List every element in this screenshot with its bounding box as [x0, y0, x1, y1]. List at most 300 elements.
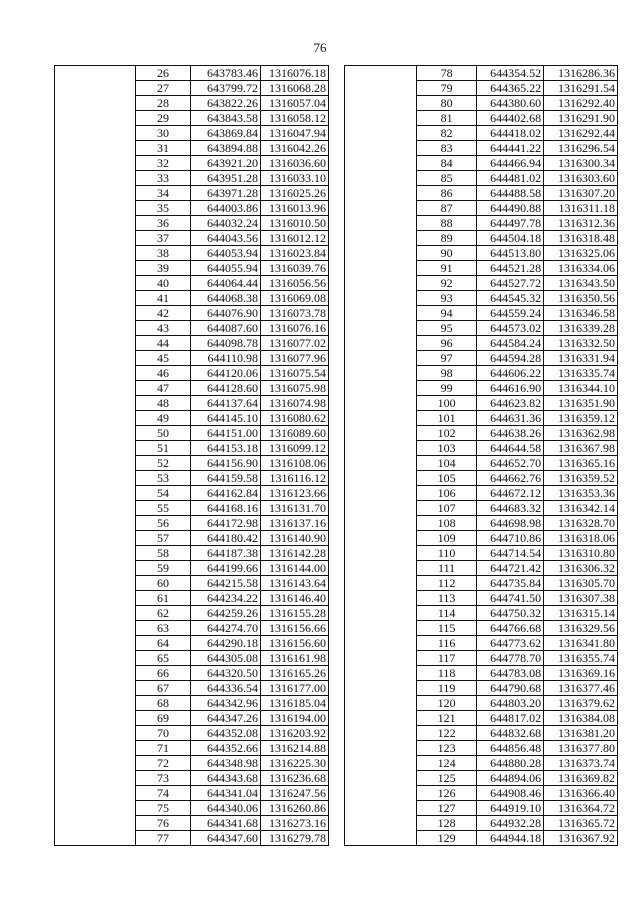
point-number-cell: 73: [136, 771, 191, 786]
x-coordinate-cell: 644151.00: [191, 426, 261, 441]
y-coordinate-cell: 1316365.72: [544, 816, 618, 831]
x-coordinate-cell: 644790.68: [477, 681, 544, 696]
y-coordinate-cell: 1316346.58: [544, 306, 618, 321]
y-coordinate-cell: 1316291.90: [544, 111, 618, 126]
x-coordinate-cell: 644521.28: [477, 261, 544, 276]
point-number-cell: 127: [416, 801, 477, 816]
y-coordinate-cell: 1316310.80: [544, 546, 618, 561]
y-coordinate-cell: 1316077.96: [261, 351, 329, 366]
y-coordinate-cell: 1316080.62: [261, 411, 329, 426]
x-coordinate-cell: 644573.02: [477, 321, 544, 336]
x-coordinate-cell: 644354.52: [477, 66, 544, 81]
point-number-cell: 80: [416, 96, 477, 111]
x-coordinate-cell: 644348.98: [191, 756, 261, 771]
x-coordinate-cell: 644418.02: [477, 126, 544, 141]
x-coordinate-cell: 644616.90: [477, 381, 544, 396]
x-coordinate-cell: 644110.98: [191, 351, 261, 366]
point-number-cell: 55: [136, 501, 191, 516]
point-number-cell: 112: [416, 576, 477, 591]
x-coordinate-cell: 644259.26: [191, 606, 261, 621]
x-coordinate-cell: 644003.86: [191, 201, 261, 216]
y-coordinate-cell: 1316099.12: [261, 441, 329, 456]
x-coordinate-cell: 644944.18: [477, 831, 544, 846]
point-number-cell: 54: [136, 486, 191, 501]
y-coordinate-cell: 1316359.52: [544, 471, 618, 486]
y-coordinate-cell: 1316042.26: [261, 141, 329, 156]
point-number-cell: 107: [416, 501, 477, 516]
x-coordinate-cell: 644352.66: [191, 741, 261, 756]
y-coordinate-cell: 1316373.74: [544, 756, 618, 771]
x-coordinate-cell: 644832.68: [477, 726, 544, 741]
x-coordinate-cell: 644053.94: [191, 246, 261, 261]
x-coordinate-cell: 644662.76: [477, 471, 544, 486]
y-coordinate-cell: 1316057.04: [261, 96, 329, 111]
y-coordinate-cell: 1316328.70: [544, 516, 618, 531]
y-coordinate-cell: 1316342.14: [544, 501, 618, 516]
x-coordinate-cell: 644352.08: [191, 726, 261, 741]
y-coordinate-cell: 1316351.90: [544, 396, 618, 411]
x-coordinate-cell: 644466.94: [477, 156, 544, 171]
y-coordinate-cell: 1316131.70: [261, 501, 329, 516]
point-number-cell: 76: [136, 816, 191, 831]
x-coordinate-cell: 644199.66: [191, 561, 261, 576]
point-number-cell: 102: [416, 426, 477, 441]
point-number-cell: 125: [416, 771, 477, 786]
point-number-cell: 46: [136, 366, 191, 381]
table-row: [345, 66, 618, 81]
point-number-cell: 39: [136, 261, 191, 276]
x-coordinate-cell: 644341.04: [191, 786, 261, 801]
point-number-cell: 35: [136, 201, 191, 216]
y-coordinate-cell: 1316033.10: [261, 171, 329, 186]
y-coordinate-cell: 1316343.50: [544, 276, 618, 291]
x-coordinate-cell: 644342.96: [191, 696, 261, 711]
y-coordinate-cell: 1316076.16: [261, 321, 329, 336]
point-number-cell: 121: [416, 711, 477, 726]
x-coordinate-cell: 644137.64: [191, 396, 261, 411]
x-coordinate-cell: 644145.10: [191, 411, 261, 426]
y-coordinate-cell: 1316194.00: [261, 711, 329, 726]
y-coordinate-cell: 1316292.44: [544, 126, 618, 141]
y-coordinate-cell: 1316369.82: [544, 771, 618, 786]
point-number-cell: 118: [416, 666, 477, 681]
x-coordinate-cell: 644032.24: [191, 216, 261, 231]
y-coordinate-cell: 1316331.94: [544, 351, 618, 366]
x-coordinate-cell: 644623.82: [477, 396, 544, 411]
y-coordinate-cell: 1316156.66: [261, 621, 329, 636]
point-number-cell: 50: [136, 426, 191, 441]
x-coordinate-cell: 644932.28: [477, 816, 544, 831]
point-number-cell: 85: [416, 171, 477, 186]
point-number-cell: 66: [136, 666, 191, 681]
point-number-cell: 69: [136, 711, 191, 726]
y-coordinate-cell: 1316307.38: [544, 591, 618, 606]
point-number-cell: 93: [416, 291, 477, 306]
x-coordinate-cell: 644894.06: [477, 771, 544, 786]
x-coordinate-cell: 643822.26: [191, 96, 261, 111]
x-coordinate-cell: 644735.84: [477, 576, 544, 591]
point-number-cell: 116: [416, 636, 477, 651]
point-number-cell: 63: [136, 621, 191, 636]
y-coordinate-cell: 1316137.16: [261, 516, 329, 531]
x-coordinate-cell: 644513.80: [477, 246, 544, 261]
x-coordinate-cell: 644336.54: [191, 681, 261, 696]
x-coordinate-cell: 644919.10: [477, 801, 544, 816]
y-coordinate-cell: 1316344.10: [544, 381, 618, 396]
x-coordinate-cell: 644908.46: [477, 786, 544, 801]
point-number-cell: 60: [136, 576, 191, 591]
y-coordinate-cell: 1316058.12: [261, 111, 329, 126]
point-number-cell: 51: [136, 441, 191, 456]
point-number-cell: 61: [136, 591, 191, 606]
x-coordinate-cell: 644340.06: [191, 801, 261, 816]
y-coordinate-cell: 1316367.92: [544, 831, 618, 846]
point-number-cell: 32: [136, 156, 191, 171]
x-coordinate-cell: 644180.42: [191, 531, 261, 546]
point-number-cell: 103: [416, 441, 477, 456]
x-coordinate-cell: 644098.78: [191, 336, 261, 351]
point-number-cell: 106: [416, 486, 477, 501]
table-row: [55, 66, 329, 81]
point-number-cell: 67: [136, 681, 191, 696]
point-number-cell: 90: [416, 246, 477, 261]
x-coordinate-cell: 644606.22: [477, 366, 544, 381]
y-coordinate-cell: 1316296.54: [544, 141, 618, 156]
point-number-cell: 31: [136, 141, 191, 156]
x-coordinate-cell: 644365.22: [477, 81, 544, 96]
coordinates-table-right: [344, 65, 618, 846]
x-coordinate-cell: 644817.02: [477, 711, 544, 726]
point-number-cell: 45: [136, 351, 191, 366]
point-number-cell: 111: [416, 561, 477, 576]
y-coordinate-cell: 1316165.26: [261, 666, 329, 681]
y-coordinate-cell: 1316355.74: [544, 651, 618, 666]
y-coordinate-cell: 1316047.94: [261, 126, 329, 141]
x-coordinate-cell: 644162.84: [191, 486, 261, 501]
point-number-cell: 115: [416, 621, 477, 636]
y-coordinate-cell: 1316350.56: [544, 291, 618, 306]
x-coordinate-cell: 644215.58: [191, 576, 261, 591]
x-coordinate-cell: 644153.18: [191, 441, 261, 456]
x-coordinate-cell: 644559.24: [477, 306, 544, 321]
point-number-cell: 68: [136, 696, 191, 711]
y-coordinate-cell: 1316156.60: [261, 636, 329, 651]
x-coordinate-cell: 644481.02: [477, 171, 544, 186]
point-number-cell: 123: [416, 741, 477, 756]
y-coordinate-cell: 1316075.54: [261, 366, 329, 381]
x-coordinate-cell: 644638.26: [477, 426, 544, 441]
point-number-cell: 38: [136, 246, 191, 261]
y-coordinate-cell: 1316075.98: [261, 381, 329, 396]
x-coordinate-cell: 644778.70: [477, 651, 544, 666]
y-coordinate-cell: 1316077.02: [261, 336, 329, 351]
point-number-cell: 47: [136, 381, 191, 396]
point-number-cell: 64: [136, 636, 191, 651]
point-number-cell: 28: [136, 96, 191, 111]
y-coordinate-cell: 1316366.40: [544, 786, 618, 801]
y-coordinate-cell: 1316384.08: [544, 711, 618, 726]
x-coordinate-cell: 644055.94: [191, 261, 261, 276]
x-coordinate-cell: 644672.12: [477, 486, 544, 501]
x-coordinate-cell: 644594.28: [477, 351, 544, 366]
point-number-cell: 62: [136, 606, 191, 621]
y-coordinate-cell: 1316286.36: [544, 66, 618, 81]
y-coordinate-cell: 1316074.98: [261, 396, 329, 411]
point-number-cell: 99: [416, 381, 477, 396]
y-coordinate-cell: 1316325.06: [544, 246, 618, 261]
x-coordinate-cell: 644320.50: [191, 666, 261, 681]
y-coordinate-cell: 1316155.28: [261, 606, 329, 621]
x-coordinate-cell: 644683.32: [477, 501, 544, 516]
point-number-cell: 95: [416, 321, 477, 336]
x-coordinate-cell: 643799.72: [191, 81, 261, 96]
y-coordinate-cell: 1316236.68: [261, 771, 329, 786]
point-number-cell: 74: [136, 786, 191, 801]
point-number-cell: 37: [136, 231, 191, 246]
y-coordinate-cell: 1316225.30: [261, 756, 329, 771]
point-number-cell: 77: [136, 831, 191, 846]
x-coordinate-cell: 644156.90: [191, 456, 261, 471]
x-coordinate-cell: 644741.50: [477, 591, 544, 606]
y-coordinate-cell: 1316143.64: [261, 576, 329, 591]
y-coordinate-cell: 1316381.20: [544, 726, 618, 741]
y-coordinate-cell: 1316161.98: [261, 651, 329, 666]
x-coordinate-cell: 644274.70: [191, 621, 261, 636]
y-coordinate-cell: 1316012.12: [261, 231, 329, 246]
point-number-cell: 108: [416, 516, 477, 531]
x-coordinate-cell: 644341.68: [191, 816, 261, 831]
x-coordinate-cell: 644783.08: [477, 666, 544, 681]
point-number-cell: 79: [416, 81, 477, 96]
x-coordinate-cell: 644710.86: [477, 531, 544, 546]
point-number-cell: 83: [416, 141, 477, 156]
x-coordinate-cell: 644644.58: [477, 441, 544, 456]
x-coordinate-cell: 644631.36: [477, 411, 544, 426]
x-coordinate-cell: 644043.56: [191, 231, 261, 246]
point-number-cell: 114: [416, 606, 477, 621]
y-coordinate-cell: 1316377.80: [544, 741, 618, 756]
x-coordinate-cell: 644714.54: [477, 546, 544, 561]
x-coordinate-cell: 644490.88: [477, 201, 544, 216]
y-coordinate-cell: 1316144.00: [261, 561, 329, 576]
y-coordinate-cell: 1316073.78: [261, 306, 329, 321]
point-number-cell: 110: [416, 546, 477, 561]
y-coordinate-cell: 1316273.16: [261, 816, 329, 831]
point-number-cell: 119: [416, 681, 477, 696]
x-coordinate-cell: 643869.84: [191, 126, 261, 141]
x-coordinate-cell: 644168.16: [191, 501, 261, 516]
point-number-cell: 59: [136, 561, 191, 576]
x-coordinate-cell: 643971.28: [191, 186, 261, 201]
y-coordinate-cell: 1316307.20: [544, 186, 618, 201]
point-number-cell: 36: [136, 216, 191, 231]
y-coordinate-cell: 1316146.40: [261, 591, 329, 606]
point-number-cell: 52: [136, 456, 191, 471]
point-number-cell: 33: [136, 171, 191, 186]
point-number-cell: 97: [416, 351, 477, 366]
point-number-cell: 81: [416, 111, 477, 126]
coordinates-table-left: [54, 65, 329, 846]
x-coordinate-cell: 644652.70: [477, 456, 544, 471]
x-coordinate-cell: 644068.38: [191, 291, 261, 306]
point-number-cell: 92: [416, 276, 477, 291]
y-coordinate-cell: 1316279.78: [261, 831, 329, 846]
y-coordinate-cell: 1316303.60: [544, 171, 618, 186]
point-number-cell: 91: [416, 261, 477, 276]
point-number-cell: 109: [416, 531, 477, 546]
x-coordinate-cell: 644172.98: [191, 516, 261, 531]
point-number-cell: 41: [136, 291, 191, 306]
y-coordinate-cell: 1316367.98: [544, 441, 618, 456]
y-coordinate-cell: 1316379.62: [544, 696, 618, 711]
point-number-cell: 65: [136, 651, 191, 666]
x-coordinate-cell: 643921.20: [191, 156, 261, 171]
x-coordinate-cell: 644504.18: [477, 231, 544, 246]
x-coordinate-cell: 644698.98: [477, 516, 544, 531]
y-coordinate-cell: 1316329.56: [544, 621, 618, 636]
x-coordinate-cell: 643783.46: [191, 66, 261, 81]
y-coordinate-cell: 1316260.86: [261, 801, 329, 816]
y-coordinate-cell: 1316311.18: [544, 201, 618, 216]
x-coordinate-cell: 644402.68: [477, 111, 544, 126]
y-coordinate-cell: 1316177.00: [261, 681, 329, 696]
point-number-cell: 120: [416, 696, 477, 711]
x-coordinate-cell: 644064.44: [191, 276, 261, 291]
point-number-cell: 89: [416, 231, 477, 246]
x-coordinate-cell: 644187.38: [191, 546, 261, 561]
page-number: 76: [313, 40, 327, 55]
point-number-cell: 27: [136, 81, 191, 96]
x-coordinate-cell: 644347.60: [191, 831, 261, 846]
point-number-cell: 101: [416, 411, 477, 426]
x-coordinate-cell: 644128.60: [191, 381, 261, 396]
point-number-cell: 34: [136, 186, 191, 201]
y-coordinate-cell: 1316300.34: [544, 156, 618, 171]
point-number-cell: 72: [136, 756, 191, 771]
y-coordinate-cell: 1316023.84: [261, 246, 329, 261]
point-number-cell: 94: [416, 306, 477, 321]
point-number-cell: 71: [136, 741, 191, 756]
x-coordinate-cell: 644347.26: [191, 711, 261, 726]
x-coordinate-cell: 644721.42: [477, 561, 544, 576]
point-number-cell: 98: [416, 366, 477, 381]
y-coordinate-cell: 1316056.56: [261, 276, 329, 291]
point-number-cell: 44: [136, 336, 191, 351]
y-coordinate-cell: 1316312.36: [544, 216, 618, 231]
y-coordinate-cell: 1316318.48: [544, 231, 618, 246]
point-number-cell: 40: [136, 276, 191, 291]
point-number-cell: 124: [416, 756, 477, 771]
point-number-cell: 88: [416, 216, 477, 231]
x-coordinate-cell: 644497.78: [477, 216, 544, 231]
y-coordinate-cell: 1316214.88: [261, 741, 329, 756]
point-number-cell: 78: [416, 66, 477, 81]
point-number-cell: 128: [416, 816, 477, 831]
y-coordinate-cell: 1316315.14: [544, 606, 618, 621]
y-coordinate-cell: 1316332.50: [544, 336, 618, 351]
point-number-cell: 100: [416, 396, 477, 411]
point-number-cell: 96: [416, 336, 477, 351]
point-number-cell: 42: [136, 306, 191, 321]
point-number-cell: 84: [416, 156, 477, 171]
x-coordinate-cell: 644880.28: [477, 756, 544, 771]
point-number-cell: 117: [416, 651, 477, 666]
y-coordinate-cell: 1316089.60: [261, 426, 329, 441]
point-number-cell: 56: [136, 516, 191, 531]
y-coordinate-cell: 1316306.32: [544, 561, 618, 576]
blank-column-cell: [55, 66, 136, 846]
x-coordinate-cell: 644803.20: [477, 696, 544, 711]
y-coordinate-cell: 1316108.06: [261, 456, 329, 471]
y-coordinate-cell: 1316185.04: [261, 696, 329, 711]
point-number-cell: 26: [136, 66, 191, 81]
point-number-cell: 122: [416, 726, 477, 741]
y-coordinate-cell: 1316025.26: [261, 186, 329, 201]
y-coordinate-cell: 1316247.56: [261, 786, 329, 801]
x-coordinate-cell: 644441.22: [477, 141, 544, 156]
point-number-cell: 49: [136, 411, 191, 426]
y-coordinate-cell: 1316013.96: [261, 201, 329, 216]
point-number-cell: 53: [136, 471, 191, 486]
point-number-cell: 129: [416, 831, 477, 846]
x-coordinate-cell: 644545.32: [477, 291, 544, 306]
point-number-cell: 86: [416, 186, 477, 201]
point-number-cell: 58: [136, 546, 191, 561]
x-coordinate-cell: 644234.22: [191, 591, 261, 606]
y-coordinate-cell: 1316039.76: [261, 261, 329, 276]
y-coordinate-cell: 1316377.46: [544, 681, 618, 696]
x-coordinate-cell: 643951.28: [191, 171, 261, 186]
y-coordinate-cell: 1316069.08: [261, 291, 329, 306]
x-coordinate-cell: 644087.60: [191, 321, 261, 336]
point-number-cell: 104: [416, 456, 477, 471]
y-coordinate-cell: 1316334.06: [544, 261, 618, 276]
point-number-cell: 57: [136, 531, 191, 546]
x-coordinate-cell: 643843.58: [191, 111, 261, 126]
point-number-cell: 48: [136, 396, 191, 411]
y-coordinate-cell: 1316369.16: [544, 666, 618, 681]
y-coordinate-cell: 1316353.36: [544, 486, 618, 501]
x-coordinate-cell: 644766.68: [477, 621, 544, 636]
x-coordinate-cell: 644343.68: [191, 771, 261, 786]
y-coordinate-cell: 1316362.98: [544, 426, 618, 441]
point-number-cell: 29: [136, 111, 191, 126]
point-number-cell: 87: [416, 201, 477, 216]
x-coordinate-cell: 644120.06: [191, 366, 261, 381]
point-number-cell: 75: [136, 801, 191, 816]
y-coordinate-cell: 1316305.70: [544, 576, 618, 591]
y-coordinate-cell: 1316203.92: [261, 726, 329, 741]
y-coordinate-cell: 1316318.06: [544, 531, 618, 546]
y-coordinate-cell: 1316359.12: [544, 411, 618, 426]
x-coordinate-cell: 644380.60: [477, 96, 544, 111]
point-number-cell: 105: [416, 471, 477, 486]
y-coordinate-cell: 1316140.90: [261, 531, 329, 546]
point-number-cell: 113: [416, 591, 477, 606]
point-number-cell: 82: [416, 126, 477, 141]
x-coordinate-cell: 644159.58: [191, 471, 261, 486]
y-coordinate-cell: 1316364.72: [544, 801, 618, 816]
y-coordinate-cell: 1316123.66: [261, 486, 329, 501]
x-coordinate-cell: 643894.88: [191, 141, 261, 156]
y-coordinate-cell: 1316335.74: [544, 366, 618, 381]
y-coordinate-cell: 1316068.28: [261, 81, 329, 96]
y-coordinate-cell: 1316010.50: [261, 216, 329, 231]
x-coordinate-cell: 644076.90: [191, 306, 261, 321]
point-number-cell: 30: [136, 126, 191, 141]
x-coordinate-cell: 644856.48: [477, 741, 544, 756]
blank-column-cell: [345, 66, 417, 846]
